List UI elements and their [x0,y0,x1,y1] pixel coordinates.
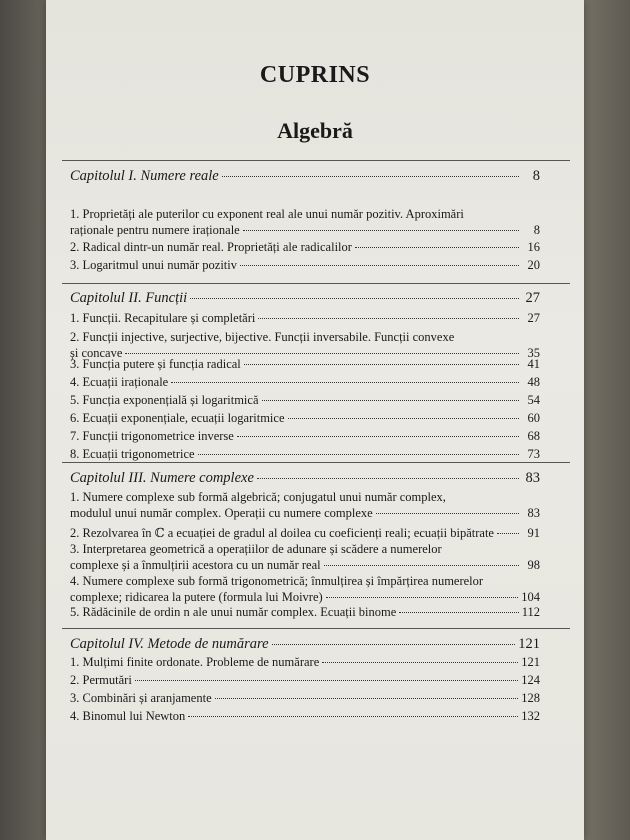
page-number: 121 [518,636,540,652]
leader-dots [399,612,518,613]
leader-dots [171,382,519,383]
leader-dots [198,454,519,455]
leader-dots [258,318,519,319]
leader-dots [125,353,519,354]
page-number: 83 [525,470,540,486]
toc-entry[interactable] [70,709,540,724]
leader-dots [257,478,519,479]
entry-text: 3. Combinări și aranjamente [70,691,212,705]
toc-entry[interactable] [70,525,540,541]
toc-entry[interactable] [70,605,540,620]
leader-dots [243,230,519,231]
entry-text: 2. Funcții injective, surjective, bijective. Funcții inversabile. Funcții convexe [70,330,455,344]
chapter-heading[interactable] [70,168,540,185]
toc-entry[interactable] [70,240,540,255]
entry-text: 4. Binomul lui Newton [70,709,186,723]
entry-text: 6. Ecuații exponențiale, ecuații logaritmice [70,411,285,425]
leader-dots [376,513,519,514]
page-number: 8 [533,223,540,237]
entry-text: raționale pentru numere iraționale [70,223,240,237]
page-number: 73 [527,447,540,461]
entry-text: 1. Proprietăți ale puterilor cu exponent real ale unui număr pozitiv. Aproximări [70,207,464,221]
leader-dots [272,644,516,645]
toc-entry[interactable] [70,429,540,444]
chapter-title: Capitolul II. Funcții [70,290,188,306]
entry-text: 7. Funcții trigonometrice inverse [70,429,234,443]
page-number: 54 [527,393,540,407]
entry-text: 5. Funcția exponențială și logaritmică [70,393,259,407]
chapter-heading[interactable] [70,636,540,653]
entry-text: 4. Numere complexe sub formă trigonometrică; înmulțirea și împărțirea numerelor [70,574,484,588]
page-number: 121 [521,655,540,669]
entry-text: 3. Funcția putere și funcția radical [70,357,241,371]
page-number: 16 [527,240,540,254]
chapter-title: Capitolul III. Numere complexe [70,470,254,486]
entry-text: 1. Funcții. Recapitulare și completări [70,311,256,325]
leader-dots [135,680,518,681]
toc-entry[interactable] [70,489,540,521]
entry-text: 8. Ecuații trigonometrice [70,447,195,461]
page-number: 41 [527,357,540,371]
page-title: CUPRINS [259,62,371,88]
section-title: Algebră [277,118,353,143]
page-number: 83 [527,506,540,520]
entry-text: și concave [70,346,123,360]
toc-entry[interactable] [70,411,540,426]
chapter-heading[interactable] [70,290,540,307]
page-number: 20 [527,258,540,272]
leader-dots [240,265,519,266]
chapter-divider [62,628,570,629]
toc-entry[interactable] [70,375,540,390]
leader-dots [244,364,519,365]
entry-continuation [70,557,540,573]
leader-dots [326,597,519,598]
chapter-divider [62,160,570,161]
toc-entry[interactable] [70,206,540,238]
page-number: 27 [527,311,540,325]
chapter-title: Capitolul IV. Metode de numărare [70,636,269,652]
toc-entry[interactable] [70,393,540,408]
leader-dots [215,698,519,699]
page-number: 128 [521,691,540,705]
page-number: 35 [527,346,540,360]
page-number: 91 [527,526,540,540]
toc-entry[interactable] [70,258,540,273]
leader-dots [237,436,519,437]
leader-dots [288,418,520,419]
entry-text: 5. Rădăcinile de ordin n ale unui număr complex. Ecuații binome [70,605,397,619]
toc-entry[interactable] [70,573,540,605]
toc-page [46,0,584,840]
page-number: 27 [525,290,540,306]
toc-entry[interactable] [70,673,540,688]
page-number: 60 [527,411,540,425]
toc-entry[interactable] [70,655,540,670]
leader-dots [324,565,519,566]
entry-continuation [70,589,540,605]
page-number: 48 [527,375,540,389]
entry-text: modulul unui număr complex. Operații cu numere complexe [70,506,373,520]
entry-text: 2. Permutări [70,673,132,687]
leader-dots [355,247,519,248]
chapter-title: Capitolul I. Numere reale [70,168,219,184]
toc-entry[interactable] [70,311,540,326]
page-number: 104 [521,590,540,604]
page-number: 68 [527,429,540,443]
toc-entry[interactable] [70,541,540,573]
page-number: 98 [527,558,540,572]
entry-text: 2. Rezolvarea în ℂ a ecuației de gradul al doilea cu coeficienți reali; ecuații bipătrate [70,526,494,540]
leader-dots [188,716,518,717]
toc-entry[interactable] [70,447,540,462]
entry-continuation [70,505,540,521]
toc-entry[interactable] [70,691,540,706]
toc-entry[interactable] [70,357,540,372]
entry-text: 3. Interpretarea geometrică a operațiilor de adunare și scădere a numerelor [70,542,442,556]
leader-dots [190,298,519,299]
chapter-divider [62,283,570,284]
leader-dots [322,662,518,663]
leader-dots [262,400,520,401]
page-number: 8 [532,168,540,184]
entry-continuation [70,222,540,238]
entry-text: complexe; ridicarea la putere (formula lui Moivre) [70,590,323,604]
entry-text: 1. Mulțimi finite ordonate. Probleme de numărare [70,655,320,669]
leader-dots [222,176,519,177]
leader-dots [497,533,519,534]
page-number: 132 [521,709,540,723]
entry-text: 1. Numere complexe sub formă algebrică; conjugatul unui număr complex, [70,490,446,504]
entry-text: 4. Ecuații iraționale [70,375,169,389]
chapter-heading[interactable] [70,470,540,487]
entry-text: 2. Radical dintr-un număr real. Proprietăți ale radicalilor [70,240,352,254]
entry-text: complexe și a înmulțirii acestora cu un număr real [70,558,321,572]
page-number: 124 [521,673,540,687]
entry-text: 3. Logaritmul unui număr pozitiv [70,258,237,272]
page-number: 112 [521,605,540,619]
chapter-divider [62,462,570,463]
